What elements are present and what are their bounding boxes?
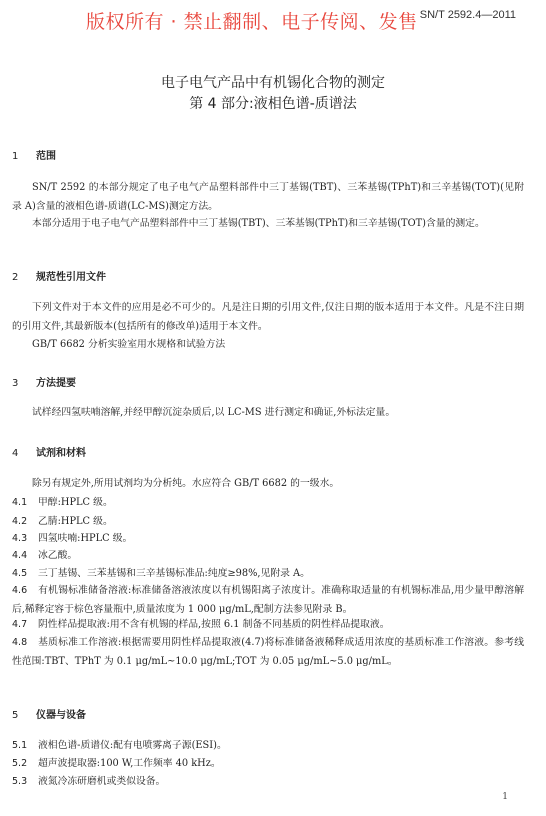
item-number: 5.3 [12,776,28,787]
copyright-watermark: 版权所有 · 禁止翻制、电子传阅、发售 [86,11,418,33]
section-number: 3 [12,378,19,389]
list-item [12,736,524,755]
document-subtitle: 第 4 部分:液相色谱-质谱法 [189,96,357,112]
item-number: 4.1 [12,497,28,508]
item-number: 4.5 [12,568,28,579]
list-item [12,615,524,634]
item-text: 三丁基锡、三苯基锡和三辛基锡标准品:纯度≥98%,见附录 A。 [38,568,310,579]
paragraph: SN/T 2592 的本部分规定了电子电气产品塑料部件中三丁基锡(TBT)、三苯基锡(TPhT)和三辛基锡(TOT)(见附录 A)含量的液相色谱-质谱(LC-MS)测定方法。 [12,182,524,212]
item-text: 有机锡标准储备溶液:标准储备溶液浓度以有机锡阳离子浓度计。准确称取适量的有机锡标准品,用少量甲醇溶解后,稀释定容于棕色容量瓶中,质量浓度为 1 000 μg/mL,配制方法参见附录 B。 [12,585,524,615]
paragraph: 下列文件对于本文件的应用是必不可少的。凡是注日期的引用文件,仅注日期的版本适用于本文件。凡是不注日期的引用文件,其最新版本(包括所有的修改单)适用于本文件。 [12,302,524,332]
section-heading-reagents [12,444,86,459]
section-number: 1 [12,151,19,162]
section-heading-apparatus [12,706,86,721]
item-number: 4.8 [12,637,28,648]
list-item [12,633,524,671]
section-title: 范围 [36,151,56,162]
item-text: 冰乙酸。 [38,550,78,561]
section-title: 方法提要 [36,378,76,389]
paragraph: 本部分适用于电子电气产品塑料部件中三丁基锡(TBT)、三苯基锡(TPhT)和三辛基锡(TOT)含量的测定。 [32,218,485,229]
section-number: 4 [12,448,19,459]
list-item [12,754,524,773]
item-text: 液氮冷冻研磨机或类似设备。 [38,776,166,787]
item-number: 4.4 [12,550,28,561]
item-number: 4.2 [12,516,28,527]
section-number: 2 [12,272,19,283]
section-title: 试剂和材料 [36,448,86,459]
item-number: 5.1 [12,740,28,751]
section-title: 仪器与设备 [36,710,86,721]
item-text: 基质标准工作溶液:根据需要用阴性样品提取液(4.7)将标准储备液稀释成适用浓度的基质标准工作溶液。参考线性范围:TBT、TPhT 为 0.1 μg/mL~10.0 μg/mL;TOT 为 0.05 μg/mL~5.0 μg/mL。 [12,637,524,667]
item-number: 5.2 [12,758,28,769]
standard-number: SN/T 2592.4—2011 [419,9,516,21]
item-text: 乙腈:HPLC 级。 [38,516,113,527]
section-title: 规范性引用文件 [36,272,106,283]
item-text: 四氢呋喃:HPLC 级。 [38,533,133,544]
list-item [12,581,524,619]
item-text: 阴性样品提取液:用不含有机锡的样品,按照 6.1 制备不同基质的阴性样品提取液。 [38,619,390,630]
section-number: 5 [12,710,19,721]
paragraph: 除另有规定外,所用试剂均为分析纯。水应符合 GB/T 6682 的一级水。 [32,478,340,489]
section-heading-normative-references [12,268,106,283]
item-text: 液相色谱-质谱仪:配有电喷雾离子源(ESI)。 [38,740,227,751]
section-heading-method-summary [12,374,76,389]
list-item [12,772,524,791]
paragraph: 试样经四氢呋喃溶解,并经甲醇沉淀杂质后,以 LC-MS 进行测定和确证,外标法定量。 [32,407,396,418]
item-number: 4.3 [12,533,28,544]
list-item [12,546,524,565]
item-text: 甲醇:HPLC 级。 [38,497,113,508]
page-number: 1 [502,792,508,802]
item-number: 4.6 [12,585,28,596]
item-number: 4.7 [12,619,28,630]
paragraph: GB/T 6682 分析实验室用水规格和试验方法 [32,339,226,350]
item-text: 超声波提取器:100 W,工作频率 40 kHz。 [38,758,221,769]
section-heading-scope [12,147,56,162]
document-title: 电子电气产品中有机锡化合物的测定 [161,75,385,91]
list-item [12,493,524,512]
